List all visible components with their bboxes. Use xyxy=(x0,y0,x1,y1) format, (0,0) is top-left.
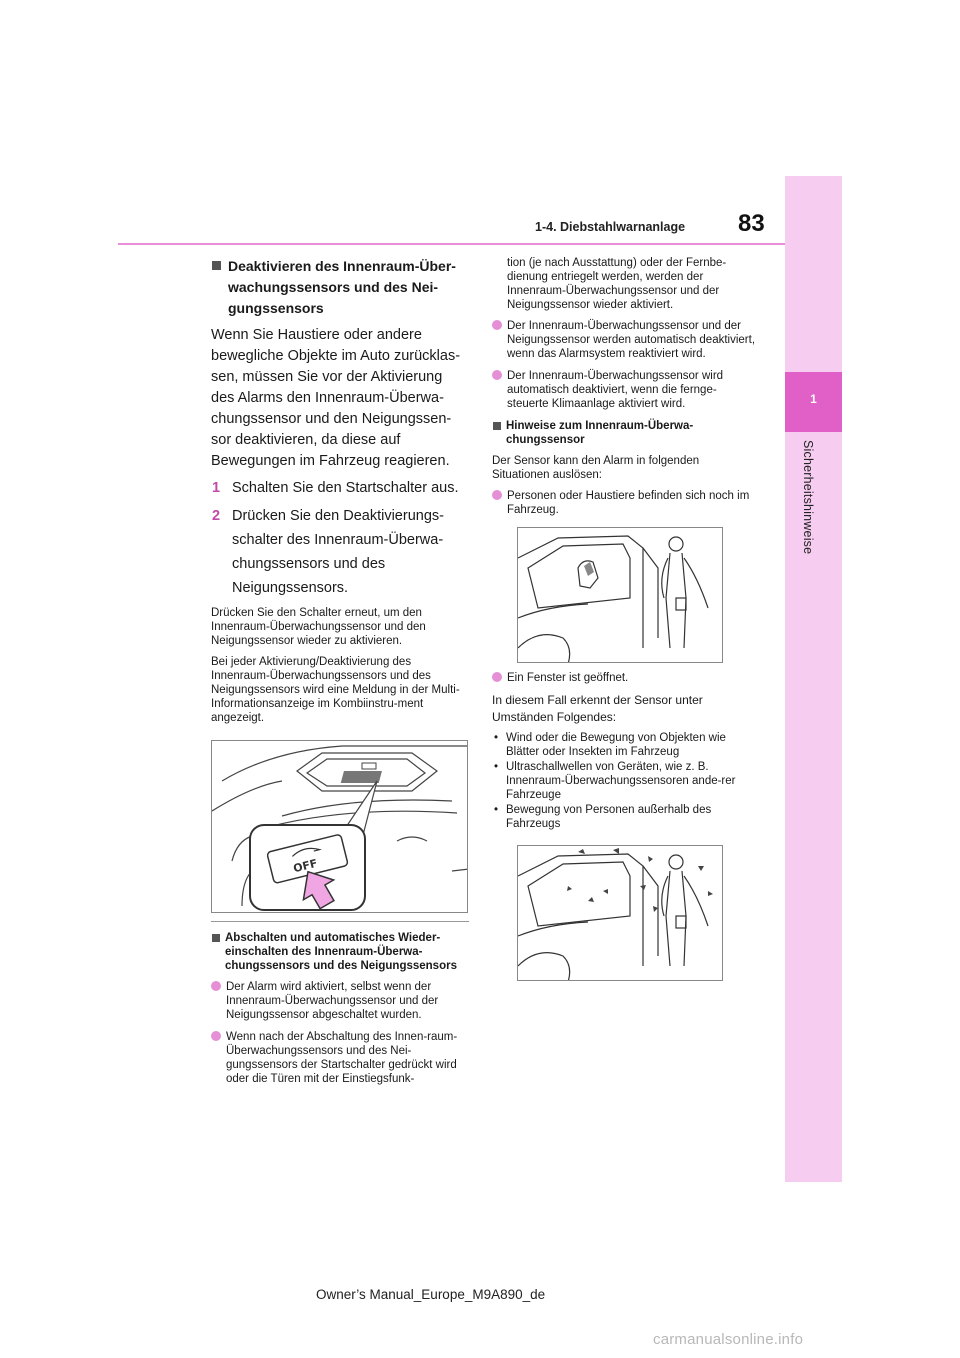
sub-list-item: • Ultraschallwellen von Geräten, wie z. B. Innenraum-Überwachungssensoren ande-rer Fahrzeuge xyxy=(494,761,736,801)
step-number: 1 xyxy=(212,480,221,496)
round-bullet-icon xyxy=(492,320,502,330)
side-tab-label: Sicherheitshinweise xyxy=(801,440,815,555)
square-bullet-icon xyxy=(493,422,501,430)
figure-overhead-switch xyxy=(211,740,468,913)
square-bullet-icon xyxy=(212,261,221,270)
step-number: 2 xyxy=(212,508,221,524)
round-bullet-icon xyxy=(211,981,221,991)
svg-text:OFF: OFF xyxy=(291,856,319,876)
square-bullet-icon xyxy=(212,934,220,942)
list-item: Der Innenraum-Überwachungssensor und der Neigungssensor werden automatisch deaktiviert, wenn das Alarmsystem reaktiviert wird. xyxy=(492,319,757,361)
heading-deactivate: Deaktivieren des Innenraum-Über-wachungssensors und des Nei-gungssensors xyxy=(211,256,469,319)
list-item: Ein Fenster ist geöffnet. xyxy=(492,671,757,685)
watermark: carmanualsonline.info xyxy=(653,1331,804,1348)
note-reactivate: Drücken Sie den Schalter erneut, um den Innenraum-Überwachungssensor und den Neigungssensor wieder zu aktivieren. xyxy=(211,607,426,647)
sub-list-item: • Bewegung von Personen außerhalb des Fahrzeugs xyxy=(494,804,712,830)
separator-rule xyxy=(211,921,469,922)
list-item: Personen oder Haustiere befinden sich noch im Fahrzeug. xyxy=(492,489,757,517)
side-tab-bar xyxy=(785,176,842,1182)
round-bullet-icon xyxy=(211,1031,221,1041)
round-bullet-icon xyxy=(492,490,502,500)
figure-dog-in-car xyxy=(517,527,723,663)
list-item: Wenn nach der Abschaltung des Innen-raum-Überwachungssensors und des Nei-gungssensors der Startschalter gedrückt wird oder die Türen mit der Einstiegsfunk- xyxy=(211,1030,469,1086)
page-number: 83 xyxy=(738,210,765,237)
side-tab-number: 1 xyxy=(810,392,817,406)
round-bullet-icon xyxy=(492,672,502,682)
heading-auto-reactivate: Abschalten und automatisches Wieder-einschalten des Innenraum-Überwa-chungssensors und des Neigungssensors xyxy=(211,931,469,973)
intro-paragraph: Wenn Sie Haustiere oder andere bewegliche Objekte im Auto zurücklas-sen, müssen Sie vor der Aktivierung des Alarms den Innenraum-Überwa-chungssensor und den Neigungssen-sor deaktivieren, da diese auf Bewegungen im Fahrzeug reagieren. xyxy=(211,327,461,469)
manual-id: Owner’s Manual_Europe_M9A890_de xyxy=(316,1287,546,1302)
step-2: 2 Drücken Sie den Deaktivierungs-schalter des Innenraum-Überwa-chungssensors und des Neigungssensors. xyxy=(211,504,469,600)
heading-sensor-notes: Hinweise zum Innenraum-Überwa-chungssensor xyxy=(492,419,757,447)
right-column xyxy=(492,256,757,981)
sensor-detects-line2: Umständen Folgendes: xyxy=(492,710,617,724)
round-bullet-icon xyxy=(492,370,502,380)
leaves-window-illustration xyxy=(518,846,723,981)
list-item: Der Innenraum-Überwachungssensor wird automatisch deaktiviert, wenn die fernge-steuerte Klimaanlage aktiviert wird. xyxy=(492,369,757,411)
step-1: 1 Schalten Sie den Startschalter aus. xyxy=(211,476,469,500)
continuation-text: tion (je nach Ausstattung) oder der Fernbe-dienung entriegelt werden, werden der Innenraum-Überwachungssensor und der Neigungssensor wieder aktiviert. xyxy=(507,257,727,311)
header-rule xyxy=(118,243,785,245)
sensor-intro: Der Sensor kann den Alarm in folgenden Situationen auslösen: xyxy=(492,455,700,481)
dog-in-car-illustration xyxy=(518,528,723,663)
figure-leaves-window xyxy=(517,845,723,981)
sensor-detects-line1: In diesem Fall erkennt der Sensor unter xyxy=(492,693,703,707)
sub-list-item: • Wind oder die Bewegung von Objekten wie Blätter oder Insekten im Fahrzeug xyxy=(494,732,726,758)
left-column xyxy=(211,256,469,1094)
note-message: Bei jeder Aktivierung/Deaktivierung des Innenraum-Überwachungssensors und des Neigungssensors wird eine Meldung in der Multi-Informationsanzeige im Kombiinstru-ment angezeigt. xyxy=(211,656,460,724)
section-title: 1-4. Diebstahlwarnanlage xyxy=(535,220,686,234)
list-item: Der Alarm wird aktiviert, selbst wenn der Innenraum-Überwachungssensor und der Neigungssensor abgeschaltet wurden. xyxy=(211,980,469,1022)
overhead-console-illustration xyxy=(212,741,468,913)
